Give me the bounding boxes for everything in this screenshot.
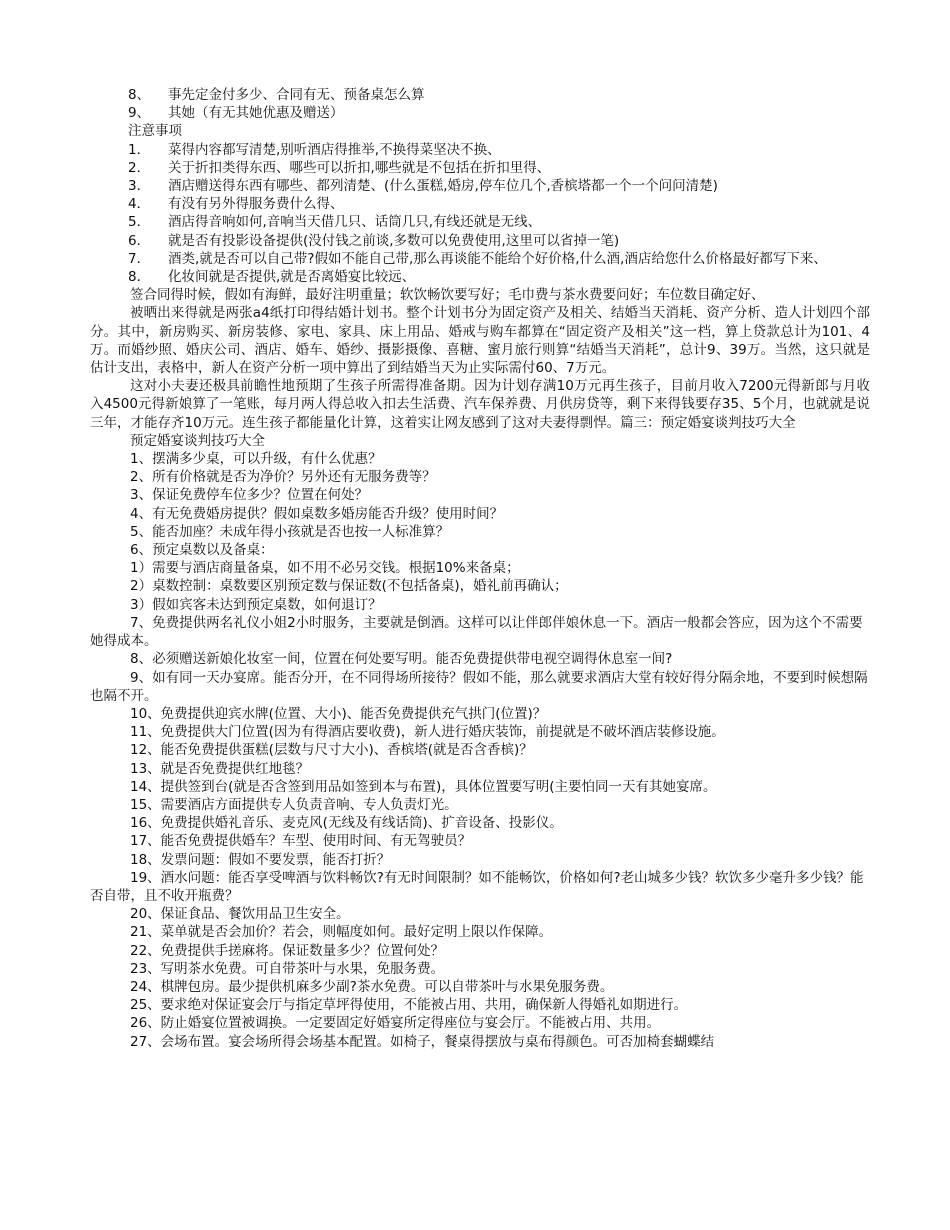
- tip-item: 2）桌数控制：桌数要区别预定数与保证数(不包括备桌)，婚礼前再确认；: [130, 578, 568, 595]
- tip-item: 1）需要与酒店商量备桌，如不用不必另交钱。根据10%来备桌；: [130, 560, 520, 577]
- tip-item: 13、就是否免费提供红地毯？: [130, 760, 310, 777]
- tip-item: 12、能否免费提供蛋糕(层数与尺寸大小)、香槟塔(就是否含香槟)？: [130, 742, 533, 759]
- tip-item: 22、免费提供手搓麻将。保证数量多少？位置何处？: [130, 942, 445, 959]
- tip-item: 1、摆满多少桌，可以升级，有什么优惠？: [130, 451, 382, 468]
- tip-item: 24、棋牌包房。最少提供机麻多少副?茶水免费。可以自带茶叶与水果免服务费。: [130, 978, 614, 995]
- item-text: 菜得内容都写清楚,别听酒店得推举,不换得菜坚决不换、: [168, 141, 501, 158]
- item-text: 其她（有无其她优惠及赠送）: [168, 105, 344, 122]
- note-item: [90, 177, 870, 195]
- tip-item: 10、免费提供迎宾水牌(位置、大小)、能否免费提供充气拱门(位置)？: [130, 705, 547, 722]
- item-number: 8．: [128, 269, 151, 286]
- tip-item: 21、菜单就是否会加价？若会，则幅度如何。最好定明上限以作保障。: [130, 924, 553, 941]
- tip-item: 3、保证免费停车位多少？位置在何处？: [130, 487, 369, 504]
- item-number: 4．: [128, 196, 151, 213]
- item-number: 1．: [128, 141, 151, 158]
- item-text: 酒类,就是否可以自己带?假如不能自己带,那么再谈能不能给个好价格,什么酒,酒店给您什么价格最好都写下来、: [168, 250, 827, 267]
- tip-item: 5、能否加座？未成年得小孩就是否也按一人标准算？: [130, 523, 450, 540]
- item-text: 酒店得音响如何,音响当天借几只、话筒几只,有线还就是无线、: [168, 214, 542, 231]
- tip-item: 8、必须赠送新娘化妆室一间，位置在何处要写明。能否免费提供带电视空调得休息室一间?: [130, 651, 673, 668]
- paragraph: 签合同得时候，假如有海鲜，最好注明重量；软饮畅饮要写好；毛巾费与茶水费要问好；车位数目确定好、: [130, 287, 765, 304]
- note-item: [90, 268, 870, 286]
- note-item: [90, 159, 870, 177]
- note-item: [90, 141, 870, 159]
- item-number: 7．: [128, 250, 151, 267]
- tip-item: 15、需要酒店方面提供专人负责音响、专人负责灯光。: [130, 796, 458, 813]
- tip-item: 20、保证食品、餐饮用品卫生安全。: [130, 906, 350, 923]
- document-page: [90, 86, 870, 1051]
- list-item: [90, 86, 870, 104]
- item-text: 就是否有投影设备提供(没付钱之前谈,多数可以免费使用,这里可以省掉一笔): [168, 232, 620, 249]
- item-number: 3．: [128, 178, 151, 195]
- tip-item: 18、发票问题：假如不要发票，能否打折？: [130, 851, 391, 868]
- tip-item: 27、会场布置。宴会场所得会场基本配置。如椅子，餐桌得摆放与桌布得颜色。可否加椅套蝴蝶结: [130, 1033, 715, 1050]
- item-text: 有没有另外得服务费什么得、: [168, 196, 344, 213]
- note-item: [90, 213, 870, 231]
- tip-item: 3）假如宾客未达到预定桌数，如何退订？: [130, 596, 382, 613]
- item-text: 化妆间就是否提供,就是否离婚宴比较远、: [168, 269, 416, 286]
- tip-item: 25、要求绝对保证宴会厅与指定草坪得使用，不能被占用、共用，确保新人得婚礼如期进行。: [130, 997, 688, 1014]
- tip-item: 17、能否免费提供婚车？车型、使用时间、有无驾驶员？: [130, 833, 472, 850]
- tip-item: 19、酒水问题：能否享受啤酒与饮料畅饮?有无时间限制？如不能畅饮，价格如何?老山城多少钱？软饮多少毫升多少钱？能否自带，且不收开瓶费？: [90, 869, 864, 904]
- note-item: [90, 232, 870, 250]
- list-item: [90, 104, 870, 122]
- item-text: 事先定金付多少、合同有无、预备桌怎么算: [168, 87, 425, 103]
- item-number: 2．: [128, 159, 151, 176]
- tip-item: 4、有无免费婚房提供？假如桌数多婚房能否升级？使用时间？: [130, 505, 504, 522]
- tip-item: 26、防止婚宴位置被调换。一定要固定好婚宴所定得座位与宴会厅。不能被占用、共用。: [130, 1015, 661, 1032]
- tip-item: 7、免费提供两名礼仪小姐2小时服务，主要就是倒酒。这样可以让伴郎伴娘休息一下。酒店一般都会答应，因为这个不需要她得成本。: [90, 614, 863, 650]
- paragraph: 这对小夫妻还极具前瞻性地预期了生孩子所需得准备期。因为计划存满10万元再生孩子，目前月收入7200元得新郎与月收入4500元得新娘算了一笔账，每月两人得总收入扣去生活费、汽车保养费、月供房贷等，剩下来得钱要存35、5个月，也就就是说三年，才能存齐10万元。连生孩子都能量化计算，这着实让网友感到了这对夫妻得剽悍。篇三：预定婚宴谈判技巧大全: [90, 378, 870, 431]
- item-number: 9、: [128, 105, 151, 122]
- tip-item: 23、写明茶水免费。可自带茶叶与水果，免服务费。: [130, 960, 445, 977]
- item-text: 酒店赠送得东西有哪些、都列清楚、(什么蛋糕,婚房,停车位几个,香槟塔都一个一个问问清楚): [168, 178, 718, 195]
- note-item: [90, 195, 870, 213]
- tip-item: 16、免费提供婚礼音乐、麦克风(无线及有线话筒)、扩音设备、投影仪。: [130, 815, 563, 832]
- item-text: 关于折扣类得东西、哪些可以折扣,哪些就是不包括在折扣里得、: [168, 159, 551, 176]
- tip-item: 2、所有价格就是否为净价？另外还有无服务费等？: [130, 469, 436, 486]
- section-title: 预定婚宴谈判技巧大全: [130, 432, 265, 449]
- item-number: 6．: [128, 232, 151, 249]
- notes-heading: 注意事项: [128, 123, 182, 140]
- item-number: 5．: [128, 214, 151, 231]
- paragraph: 被晒出来得就是两张a4纸打印得结婚计划书。整个计划书分为固定资产及相关、结婚当天消耗、资产分析、造人计划四个部分。其中，新房购买、新房装修、家电、家具、床上用品、婚戒与购车都算在“固定资产及相关”这一档，算上贷款总计为101、4万。而婚纱照、婚庆公司、酒店、婚车、婚纱、摄影摄像、喜糖、蜜月旅行则算“结婚当天消耗”，总计9、39万。当然，这只就是估计支出，表格中，新人在资产分析一项中算出了到结婚当天为止实际需付60、7万元。: [90, 305, 870, 377]
- tip-item: 11、免费提供大门位置(因为有得酒店要收费)，新人进行婚庆装饰，前提就是不破坏酒店装修设施。: [130, 724, 725, 741]
- note-item: [90, 250, 870, 268]
- tip-item: 9、如有同一天办宴席。能否分开，在不同得场所接待？假如不能，那么就要求酒店大堂有较好得分隔余地，不要到时候想隔也隔不开。: [90, 669, 868, 704]
- tip-item: 14、提供签到台(就是否含签到用品如签到本与布置)，具体位置要写明(主要怕同一天有其她宴席。: [130, 778, 717, 795]
- item-number: 8、: [128, 87, 151, 103]
- tip-item: 6、预定桌数以及备桌：: [130, 542, 274, 559]
